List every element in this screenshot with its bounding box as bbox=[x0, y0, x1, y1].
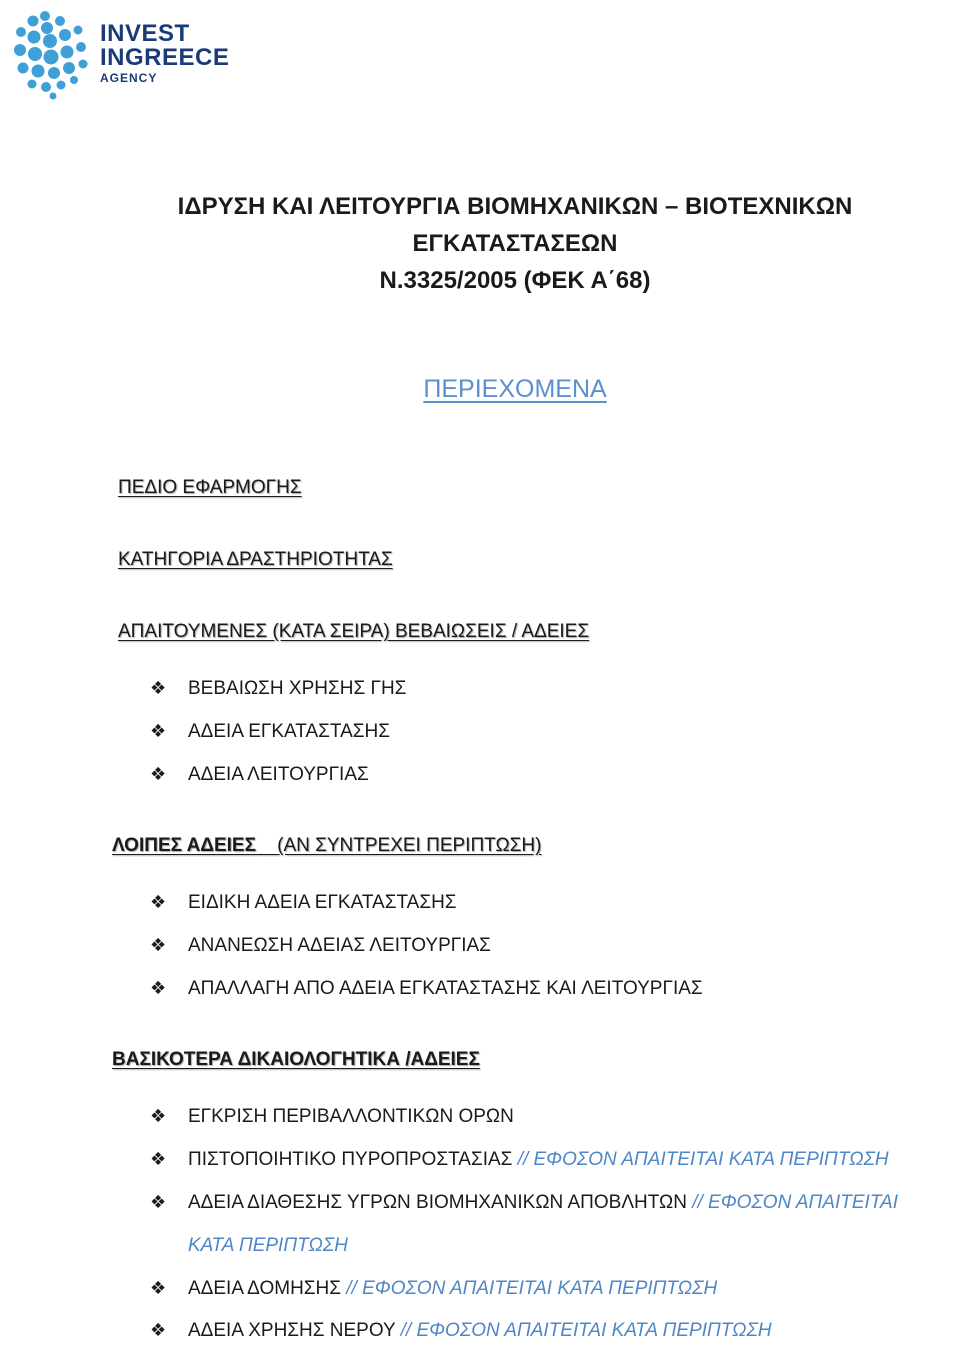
list-item bbox=[150, 721, 390, 743]
diamond-bullet-icon: ❖ bbox=[150, 935, 167, 955]
other-permits-label: ΛΟΙΠΕΣ ΑΔΕΙΕΣ bbox=[112, 835, 256, 856]
diamond-bullet-icon: ❖ bbox=[150, 1192, 167, 1212]
toc-link-required[interactable]: ΑΠΑΙΤΟΥΜΕΝΕΣ (ΚΑΤΑ ΣΕΙΡΑ) ΒΕΒΑΙΩΣΕΙΣ / ΑΔΕΙΕΣ bbox=[118, 621, 590, 642]
title-line-2: ΕΓΚΑΤΑΣΤΑΣΕΩΝ bbox=[412, 230, 618, 257]
toc-link-category[interactable]: ΚΑΤΗΓΟΡΙΑ ΔΡΑΣΤΗΡΙΟΤΗΤΑΣ bbox=[118, 549, 393, 570]
list-item bbox=[150, 1106, 514, 1128]
logo-text-agency: AGENCY bbox=[100, 71, 158, 85]
document-title bbox=[100, 188, 930, 299]
list-item-text: ΕΓΚΡΙΣΗ ΠΕΡΙΒΑΛΛΟΝΤΙΚΩΝ ΟΡΩΝ bbox=[188, 1106, 514, 1127]
list-item bbox=[150, 1320, 772, 1342]
conditional-note: // ΕΦΟΣΟΝ ΑΠΑΙΤΕΙΤΑΙ ΚΑΤΑ ΠΕΡΙΠΤΩΣΗ bbox=[346, 1278, 718, 1299]
diamond-bullet-icon: ❖ bbox=[150, 978, 167, 998]
list-item bbox=[150, 764, 369, 786]
list-item bbox=[150, 892, 457, 914]
invest-in-greece-logo bbox=[12, 8, 252, 100]
list-item bbox=[150, 1149, 889, 1171]
list-item-text: ΑΝΑΝΕΩΣΗ ΑΔΕΙΑΣ ΛΕΙΤΟΥΡΓΙΑΣ bbox=[188, 935, 491, 956]
toc-link-other-permits[interactable] bbox=[112, 835, 541, 857]
diamond-bullet-icon: ❖ bbox=[150, 1320, 167, 1340]
list-item-text: ΠΙΣΤΟΠΟΙΗΤΙΚΟ ΠΥΡΟΠΡΟΣΤΑΣΙΑΣ bbox=[188, 1149, 518, 1170]
list-item-text: ΑΔΕΙΑ ΛΕΙΤΟΥΡΓΙΑΣ bbox=[188, 764, 369, 785]
title-line-3: Ν.3325/2005 (ΦΕΚ Α΄68) bbox=[379, 267, 651, 294]
list-item bbox=[150, 978, 703, 1000]
list-item-text: ΑΔΕΙΑ ΔΙΑΘΕΣΗΣ ΥΓΡΩΝ ΒΙΟΜΗΧΑΝΙΚΩΝ ΑΠΟΒΛΗΤΩΝ bbox=[188, 1192, 693, 1213]
list-item-text: ΑΔΕΙΑ ΧΡΗΣΗΣ ΝΕΡΟΥ bbox=[188, 1320, 401, 1341]
logo-text-ingreece: INGREECE bbox=[100, 44, 230, 71]
list-item bbox=[150, 935, 491, 957]
list-item-text: ΕΙΔΙΚΗ ΑΔΕΙΑ ΕΓΚΑΤΑΣΤΑΣΗΣ bbox=[188, 892, 457, 913]
diamond-bullet-icon: ❖ bbox=[150, 1106, 167, 1126]
diamond-bullet-icon: ❖ bbox=[150, 892, 167, 912]
diamond-bullet-icon: ❖ bbox=[150, 764, 167, 784]
conditional-note: // ΕΦΟΣΟΝ ΑΠΑΙΤΕΙΤΑΙ bbox=[692, 1192, 898, 1213]
list-item bbox=[150, 678, 406, 700]
toc-heading[interactable]: ΠΕΡΙΕΧΟΜΕΝΑ bbox=[423, 375, 607, 403]
conditional-note: // ΕΦΟΣΟΝ ΑΠΑΙΤΕΙΤΑΙ ΚΑΤΑ ΠΕΡΙΠΤΩΣΗ bbox=[400, 1320, 772, 1341]
diamond-bullet-icon: ❖ bbox=[150, 721, 167, 741]
list-item-text: ΑΔΕΙΑ ΕΓΚΑΤΑΣΤΑΣΗΣ bbox=[188, 721, 390, 742]
list-item bbox=[150, 1278, 717, 1300]
conditional-note: // ΕΦΟΣΟΝ ΑΠΑΙΤΕΙΤΑΙ ΚΑΤΑ ΠΕΡΙΠΤΩΣΗ bbox=[517, 1149, 889, 1170]
diamond-bullet-icon: ❖ bbox=[150, 1278, 167, 1298]
list-item bbox=[150, 1192, 898, 1214]
title-line-1: ΙΔΡΥΣΗ ΚΑΙ ΛΕΙΤΟΥΡΓΙΑ ΒΙΟΜΗΧΑΝΙΚΩΝ – ΒΙΟΤΕΧΝΙΚΩΝ bbox=[177, 193, 853, 220]
diamond-bullet-icon: ❖ bbox=[150, 1149, 167, 1169]
diamond-bullet-icon: ❖ bbox=[150, 678, 167, 698]
list-item-text: ΒΕΒΑΙΩΣΗ ΧΡΗΣΗΣ ΓΗΣ bbox=[188, 678, 407, 699]
toc-link-main-documents[interactable]: ΒΑΣΙΚΟΤΕΡΑ ΔΙΚΑΙΟΛΟΓΗΤΙΚΑ /ΑΔΕΙΕΣ bbox=[112, 1049, 480, 1070]
list-item-text: ΑΠΑΛΛΑΓΗ ΑΠΟ ΑΔΕΙΑ ΕΓΚΑΤΑΣΤΑΣΗΣ ΚΑΙ ΛΕΙΤΟΥΡΓΙΑΣ bbox=[188, 978, 703, 999]
list-item-text: ΑΔΕΙΑ ΔΟΜΗΣΗΣ bbox=[188, 1278, 347, 1299]
toc-link-scope[interactable]: ΠΕΔΙΟ ΕΦΑΡΜΟΓΗΣ bbox=[118, 477, 302, 498]
logo-text-invest: INVEST bbox=[100, 20, 190, 47]
conditional-note-continuation: ΚΑΤΑ ΠΕΡΙΠΤΩΣΗ bbox=[188, 1235, 348, 1256]
dot-grid-logo-icon bbox=[12, 8, 98, 100]
other-permits-note: (ΑΝ ΣΥΝΤΡΕΧΕΙ ΠΕΡΙΠΤΩΣΗ) bbox=[277, 835, 542, 856]
